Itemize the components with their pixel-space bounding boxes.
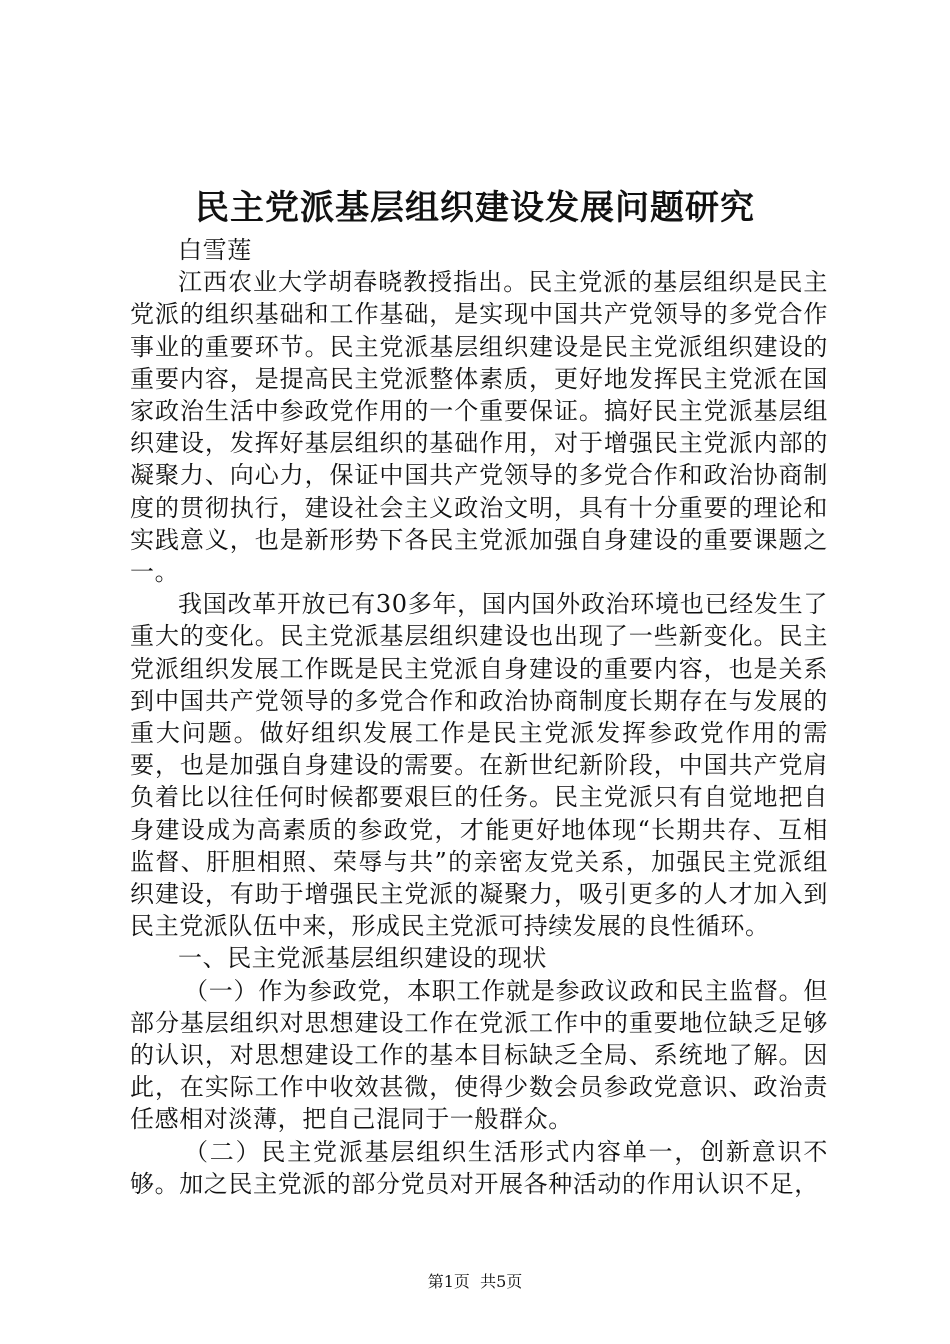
sub-paragraph-1: （一）作为参政党，本职工作就是参政议政和民主监督。但部分基层组织对思想建设工作在党派工作中的重要地位缺乏足够的认识，对思想建设工作的基本目标缺乏全局、系统地了解。因此，在实际工作中收效甚微，使得少数会员参政党意识、政治责任感相对淡薄，把自己混同于一般群众。 — [130, 976, 828, 1134]
author-name: 白雪莲 — [178, 236, 252, 264]
paragraph-intro: 江西农业大学胡春晓教授指出。民主党派的基层组织是民主党派的组织基础和工作基础，是实现中国共产党领导的多党合作事业的重要环节。民主党派基层组织建设是民主党派组织建设的重要内容，是提高民主党派整体素质，更好地发挥民主党派在国家政治生活中参政党作用的一个重要保证。搞好民主党派基层组织建设，发挥好基层组织的基础作用，对于增强民主党派内部的凝聚力、向心力，保证中国共产党领导的多党合作和政治协商制度的贯彻执行，建设社会主义政治文明，具有十分重要的理论和实践意义，也是新形势下各民主党派加强自身建设的重要课题之一。 — [130, 268, 828, 587]
page-number-current: 第1页 — [427, 1272, 470, 1291]
page-number-total: 共5页 — [480, 1272, 523, 1291]
paragraph-background: 我国改革开放已有30多年，国内国外政治环境也已经发生了重大的变化。民主党派基层组织建设也出现了一些新变化。民主党派组织发展工作既是民主党派自身建设的重要内容，也是关系到中国共产党领导的多党合作和政治协商制度长期存在与发展的重大问题。做好组织发展工作是民主党派发挥参政党作用的需要，也是加强自身建设的需要。在新世纪新阶段，中国共产党肩负着比以往任何时候都要艰巨的任务。民主党派只有自觉地把自身建设成为高素质的参政党，才能更好地体现“长期共存、互相监督、肝胆相照、荣辱与共”的亲密友党关系，加强民主党派组织建设，有助于增强民主党派的凝聚力，吸引更多的人才加入到民主党派队伍中来，形成民主党派可持续发展的良性循环。 — [130, 590, 828, 941]
sub-paragraph-2: （二）民主党派基层组织生活形式内容单一，创新意识不够。加之民主党派的部分党员对开展各种活动的作用认识不足， — [130, 1137, 828, 1198]
document-body — [130, 234, 828, 1200]
page-footer — [0, 1271, 950, 1293]
document-title: 民主党派基层组织建设发展问题研究 — [195, 188, 755, 228]
section-heading: 一、民主党派基层组织建设的现状 — [178, 944, 547, 973]
